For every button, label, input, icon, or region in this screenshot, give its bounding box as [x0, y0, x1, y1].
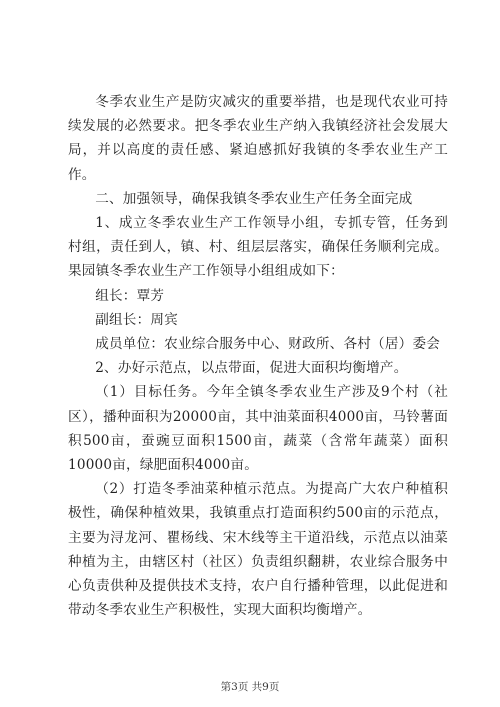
page-number-footer: 第3页 共9页	[220, 681, 280, 693]
paragraph-demo-points: 2、办好示范点，以点带面，促进大面积均衡增产。	[95, 360, 408, 377]
member-units-line: 成员单位：农业综合服务中心、财政所、各村（居）委会	[95, 336, 441, 353]
section-heading-leadership: 二、加强领导，确保我镇冬季农业生产任务全面完成	[95, 190, 413, 207]
paragraph-rapeseed-demo: （2）打造冬季油菜种植示范点。为提高广大农户种植积极性，确保种植效果，我镇重点打造面积约500亩的示范点，主要为浔龙河、瞿杨线、宋木线等主干道沿线，示范点以油菜种植为主，由辖区村（社区）负责组织翻耕，农业综合服务中心负责供种及提供技术支持，农户自行播种管理，以此促进和带动冬季农业生产积极性，实现大面积均衡增产。	[68, 481, 448, 619]
document-body	[68, 90, 448, 622]
deputy-leader-line: 副组长：周宾	[95, 311, 178, 328]
paragraph-leadership-group: 1、成立冬季农业生产工作领导小组，专抓专管，任务到村组，责任到人，镇、村、组层层落实，确保任务顺利完成。果园镇冬季农业生产工作领导小组组成如下：	[68, 215, 448, 280]
paragraph-intro: 冬季农业生产是防灾减灾的重要举措，也是现代农业可持续发展的必然要求。把冬季农业生产纳入我镇经济社会发展大局，并以高度的责任感、紧迫感抓好我镇的冬季农业生产工作。	[68, 94, 448, 183]
group-leader-line: 组长：覃芳	[95, 287, 165, 304]
paragraph-targets: （1）目标任务。今年全镇冬季农业生产涉及9个村（社区），播种面积为20000亩，其中油菜面积4000亩，马铃薯面积500亩，蚕豌豆面积1500亩，蔬菜（含常年蔬菜）面积10000亩，绿肥面积4000亩。	[68, 384, 448, 474]
